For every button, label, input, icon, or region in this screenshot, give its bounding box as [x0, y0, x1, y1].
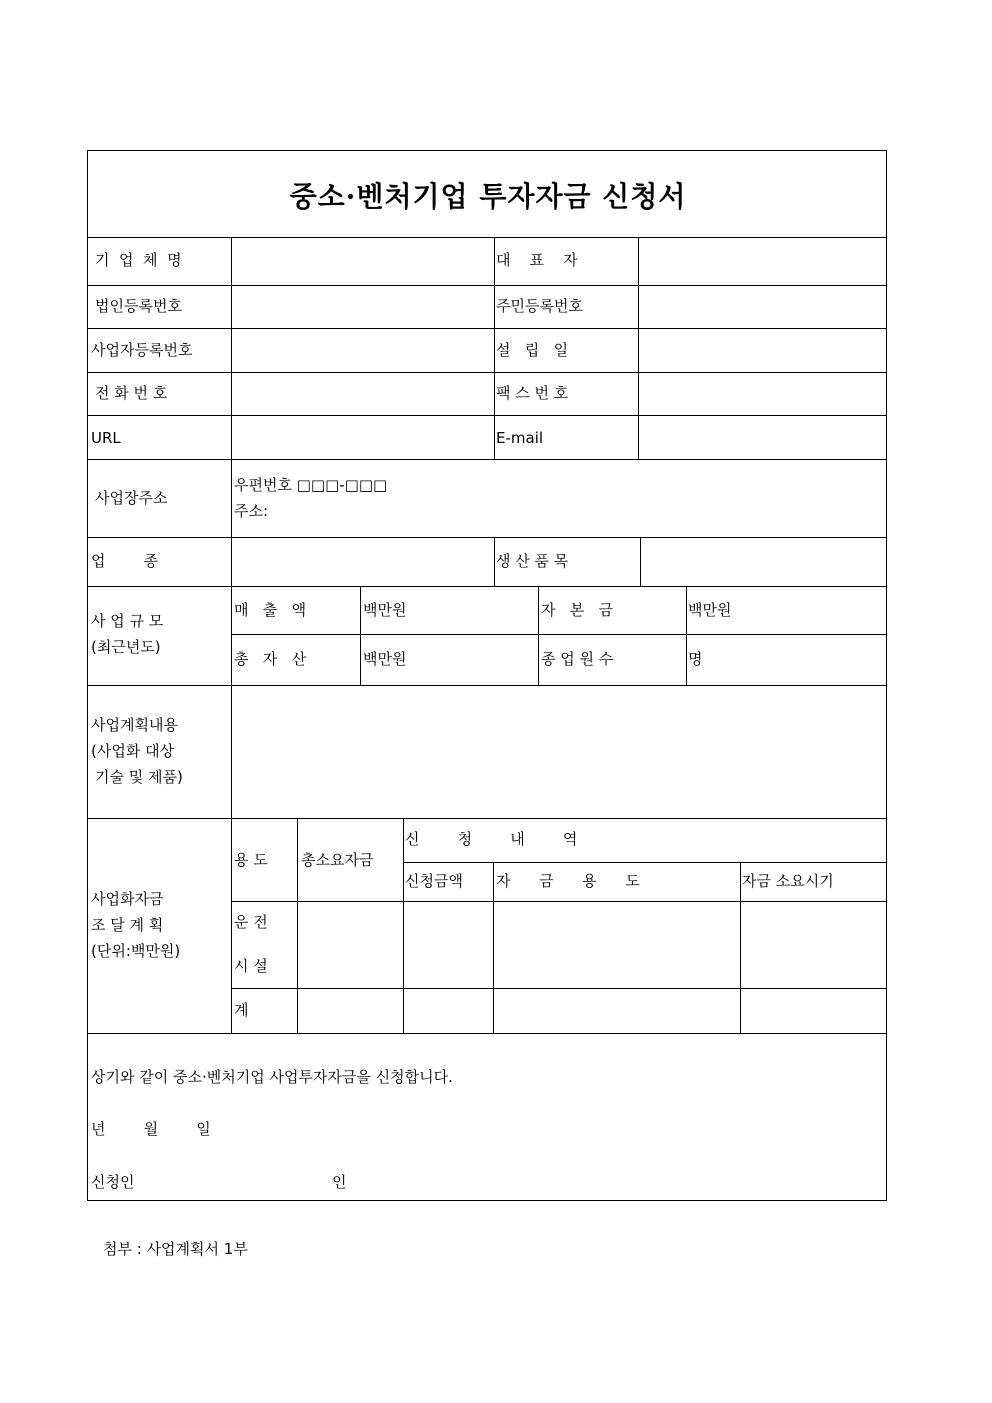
postal-code-field: 우편번호 □□□-□□□: [234, 476, 388, 494]
column-divider: [403, 818, 404, 1033]
industry-label: 업 종: [91, 552, 159, 570]
row-divider: [88, 285, 886, 286]
row-divider: [231, 634, 886, 635]
representative-label: 대 표 자: [496, 251, 578, 269]
funding-label: 사업화자금: [91, 890, 164, 908]
address-label: 사업장주소: [95, 489, 168, 507]
column-divider: [494, 537, 495, 586]
row-divider: [88, 372, 886, 373]
column-divider: [740, 862, 741, 1033]
scale-label: 사 업 규 모: [91, 612, 164, 630]
row-divider: [403, 862, 886, 863]
biz-reg-no-label: 사업자등록번호: [91, 341, 193, 359]
row-divider: [231, 901, 886, 902]
total-required-header: 총소요자금: [301, 851, 374, 869]
column-divider: [686, 586, 687, 685]
plan-sublabel: (사업화 대상: [91, 742, 175, 760]
column-divider: [538, 586, 539, 685]
employees-unit: 명: [688, 650, 703, 668]
fund-use-header: 자 금 용 도: [496, 872, 640, 890]
attachment-note: 첨부 : 사업계획서 1부: [103, 1240, 248, 1258]
funding-unit-label: (단위:백만원): [91, 942, 181, 960]
corp-reg-no-label: 법인등록번호: [95, 297, 182, 315]
products-label: 생 산 품 목: [496, 552, 569, 570]
assets-label: 총 자 산: [234, 650, 307, 668]
row-divider: [88, 415, 886, 416]
email-label: E-mail: [496, 429, 544, 447]
application-form: [87, 150, 887, 1201]
plan-label: 사업계획내용: [91, 716, 178, 734]
purpose-header: 용 도: [234, 851, 268, 869]
column-divider: [640, 537, 641, 586]
row-divider: [88, 328, 886, 329]
employees-label: 종 업 원 수: [541, 650, 614, 668]
sales-label: 매 출 액: [234, 601, 307, 619]
address-field: 주소:: [234, 502, 269, 520]
scale-sublabel: (최근년도): [91, 638, 161, 656]
total-row-label: 계: [234, 1001, 249, 1019]
column-divider: [360, 586, 361, 685]
declaration-statement: 상기와 같이 중소·벤처기업 사업투자자금을 신청합니다.: [91, 1068, 453, 1086]
row-divider: [88, 818, 886, 819]
column-divider: [297, 818, 298, 1033]
column-divider: [231, 237, 232, 1033]
phone-label: 전 화 번 호: [95, 384, 168, 402]
application-details-header: 신 청 내 역: [405, 830, 578, 848]
date-line: 년 월 일: [91, 1120, 211, 1138]
capital-label: 자 본 금: [541, 601, 614, 619]
column-divider: [494, 237, 495, 459]
row-divider: [88, 459, 886, 460]
row-divider: [231, 988, 886, 989]
form-title: 중소·벤처기업 투자자금 신청서: [289, 180, 687, 213]
facility-row-label: 시 설: [234, 957, 268, 975]
requested-amount-header: 신청금액: [405, 872, 463, 890]
assets-unit: 백만원: [363, 650, 407, 668]
row-divider: [88, 237, 886, 238]
row-divider: [88, 685, 886, 686]
founded-label: 설 립 일: [496, 341, 569, 359]
sales-unit: 백만원: [363, 601, 407, 619]
fax-label: 팩 스 번 호: [496, 384, 569, 402]
funding-sublabel: 조 달 계 획: [91, 916, 164, 934]
fund-timing-header: 자금 소요시기: [742, 872, 834, 890]
company-name-label: 기 업 체 명: [95, 251, 182, 269]
row-divider: [88, 537, 886, 538]
plan-sublabel: 기술 및 제품): [95, 768, 183, 786]
capital-unit: 백만원: [688, 601, 732, 619]
seal-label: 인: [332, 1173, 347, 1191]
url-label: URL: [91, 429, 121, 447]
resident-reg-no-label: 주민등록번호: [496, 297, 583, 315]
row-divider: [88, 586, 886, 587]
column-divider: [493, 862, 494, 1033]
column-divider: [638, 237, 639, 459]
operating-row-label: 운 전: [234, 913, 268, 931]
row-divider: [88, 1033, 886, 1034]
applicant-label: 신청인: [91, 1173, 135, 1191]
